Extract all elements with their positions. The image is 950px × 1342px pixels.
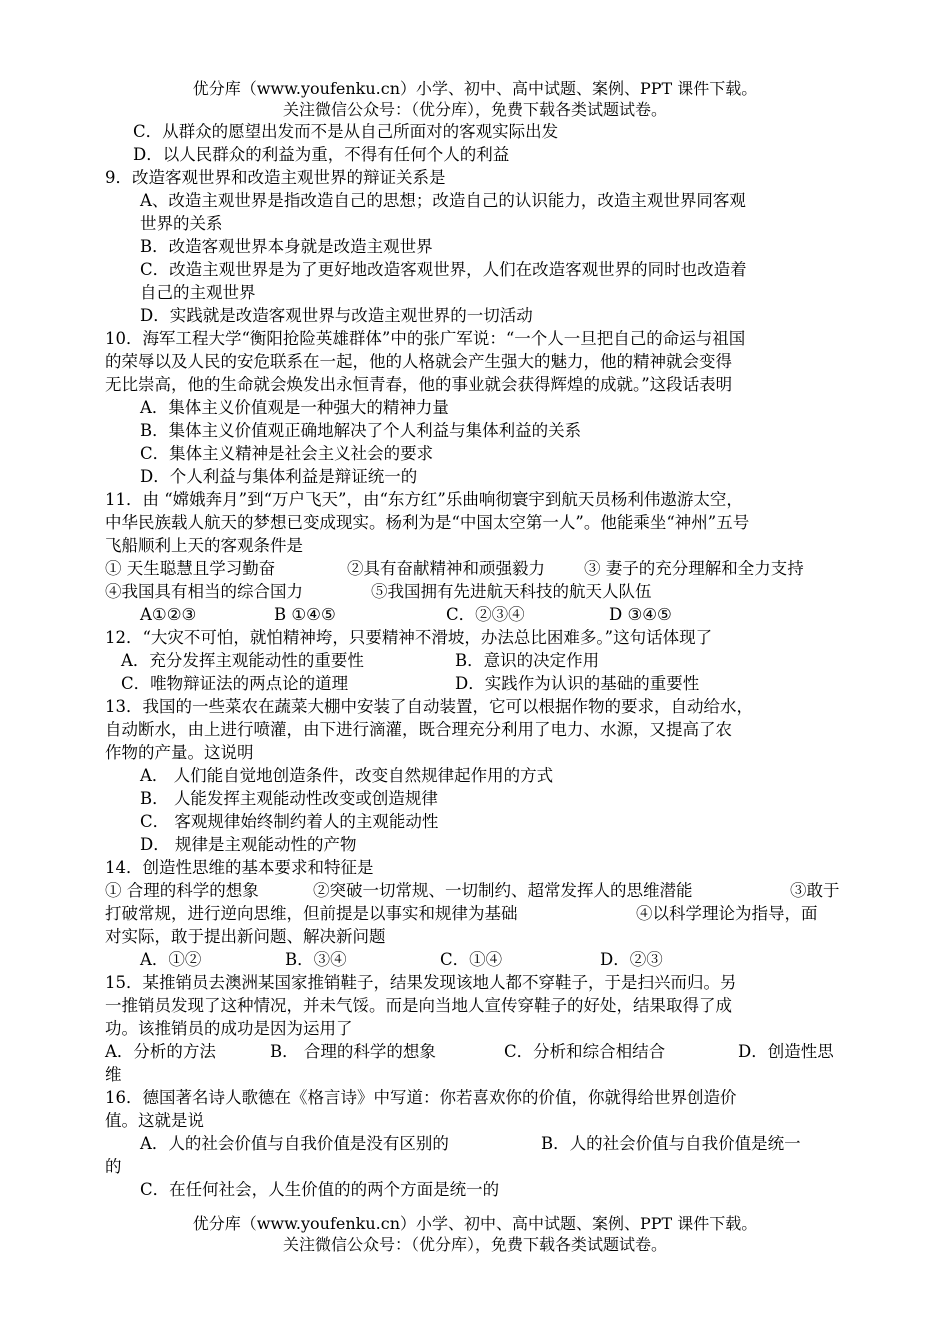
q8-option-d: D．以人民群众的利益为重，不得有任何个人的利益 [133,145,510,164]
q12-option-c: C．唯物辩证法的两点论的道理 [121,674,349,693]
q10-option-d: D．个人利益与集体利益是辩证统一的 [140,467,418,486]
q9-option-a-line2: 世界的关系 [140,214,223,233]
q11-stem-line2: 中华民族载人航天的梦想已变成现实。杨利为是“中国太空第一人”。他能乘坐“神州”五号 [105,513,750,532]
q9-option-a-line1: A、改造主观世界是指改造自己的思想；改造自己的认识能力，改造主观世界同客观 [140,191,746,210]
q15-option-a: A．分析的方法 [105,1042,216,1061]
q9-option-b: B．改造客观世界本身就是改造主观世界 [140,237,433,256]
q10-option-c: C．集体主义精神是社会主义社会的要求 [140,444,434,463]
footer-line-2: 关注微信公众号：（优分库），免费下载各类试题试卷。 [282,1235,667,1254]
q11-option-a: A①②③ [140,605,197,624]
q15-stem-line1: 15．某推销员去澳洲某国家推销鞋子，结果发现该地人都不穿鞋子，于是扫兴而归。另 [105,973,737,992]
q12-stem: 12．“大灾不可怕，就怕精神垮，只要精神不滑坡，办法总比困难多。”这句话体现了 [105,628,713,647]
q10-stem-line3: 无比崇高，他的生命就会焕发出永恒青春，他的事业就会获得辉煌的成就。”这段话表明 [105,375,733,394]
q16-option-b: B．人的社会价值与自我价值是统一 [541,1134,801,1153]
q16-option-b-cont: 的 [105,1157,122,1176]
q14-option-b: B．③④ [285,950,347,969]
q15-option-d: D．创造性思 [738,1042,834,1061]
q12-option-d: D．实践作为认识的基础的重要性 [455,674,700,693]
q11-stem-line3: 飞船顺利上天的客观条件是 [105,536,303,555]
header-line-1: 优分库（www.youfenku.cn）小学、初中、高中试题、案例、PPT 课件下载。 [192,79,758,98]
q10-stem-line2: 的荣辱以及人民的安危联系在一起，他的人格就会产生强大的魅力，他的精神就会变得 [105,352,732,371]
header-line-2: 关注微信公众号：（优分库），免费下载各类试题试卷。 [282,100,667,119]
q13-option-d: D． 规律是主观能动性的产物 [140,835,357,854]
q8-option-c: C．从群众的愿望出发而不是从自己所面对的客观实际出发 [133,122,559,141]
q13-stem-line1: 13．我国的一些菜农在蔬菜大棚中安装了自动装置，它可以根据作物的要求，自动给水， [105,697,753,716]
q9-option-c-line2: 自己的主观世界 [140,283,256,302]
q11-item-2: ②具有奋献精神和顽强毅力 [347,559,545,578]
q11-item-5: ⑤我国拥有先进航天科技的航天人队伍 [371,582,652,601]
q15-option-d-cont: 维 [105,1065,122,1084]
q10-option-a: A．集体主义价值观是一种强大的精神力量 [140,398,449,417]
q14-option-d: D．②③ [600,950,663,969]
q10-stem-line1: 10．海军工程大学“衡阳抢险英雄群体”中的张广军说：“一个人一旦把自己的命运与祖国 [105,329,746,348]
q16-stem-line2: 值。这就是说 [105,1111,204,1130]
q12-option-a: A．充分发挥主观能动性的重要性 [121,651,364,670]
q10-option-b: B．集体主义价值观正确地解决了个人利益与集体利益的关系 [140,421,582,440]
q14-option-c: C．①④ [440,950,503,969]
q14-option-a: A．①② [140,950,202,969]
q13-option-c: C． 客观规律始终制约着人的主观能动性 [140,812,439,831]
q13-option-a: A． 人们能自觉地创造条件，改变自然规律起作用的方式 [140,766,554,785]
q12-option-b: B．意识的决定作用 [455,651,600,670]
q15-option-c: C．分析和综合相结合 [504,1042,666,1061]
q11-item-4: ④我国具有相当的综合国力 [105,582,303,601]
footer-line-1: 优分库（www.youfenku.cn）小学、初中、高中试题、案例、PPT 课件下载。 [192,1214,758,1233]
q11-option-d: D ③④⑤ [609,605,672,624]
q11-stem-line1: 11．由 “嫦娥奔月”到“万户飞天”，由“东方红”乐曲响彻寰宇到航天员杨利伟遨游太空， [105,490,743,509]
q11-option-c: C．②③④ [446,605,525,624]
q9-option-d: D．实践就是改造客观世界与改造主观世界的一切活动 [140,306,533,325]
q16-stem-line1: 16．德国著名诗人歌德在《格言诗》中写道：你若喜欢你的价值，你就得给世界创造价 [105,1088,737,1107]
q13-stem-line2: 自动断水，由上进行喷灌，由下进行滴灌，既合理充分利用了电力、水源，又提高了农 [105,720,732,739]
q14-item-3-cont: 打破常规，进行逆向思维，但前提是以事实和规律为基础 [105,904,518,923]
q14-item-4-start: ④以科学理论为指导，面 [636,904,818,923]
q9-option-c-line1: C．改造主观世界是为了更好地改造客观世界，人们在改造客观世界的同时也改造着 [140,260,747,279]
q11-item-3: ③ 妻子的充分理解和全力支持 [584,559,804,578]
q11-option-b: B ①④⑤ [274,605,336,624]
q14-item-1: ① 合理的科学的想象 [105,881,259,900]
q16-option-c: C．在任何社会，人生价值的的两个方面是统一的 [140,1180,500,1199]
q15-stem-line3: 功。该推销员的成功是因为运用了 [105,1019,353,1038]
q13-stem-line3: 作物的产量。这说明 [105,743,254,762]
q14-item-4-cont: 对实际，敢于提出新问题、解决新问题 [105,927,386,946]
q14-stem: 14．创造性思维的基本要求和特征是 [105,858,374,877]
q15-stem-line2: 一推销员发现了这种情况，并未气馁。而是向当地人宣传穿鞋子的好处，结果取得了成 [105,996,732,1015]
q15-option-b: B． 合理的科学的想象 [270,1042,436,1061]
q14-item-2: ②突破一切常规、一切制约、超常发挥人的思维潜能 [313,881,693,900]
q13-option-b: B． 人能发挥主观能动性改变或创造规律 [140,789,438,808]
q14-item-3-start: ③敢于 [790,881,840,900]
q16-option-a: A．人的社会价值与自我价值是没有区别的 [140,1134,449,1153]
q11-item-1: ① 天生聪慧且学习勤奋 [105,559,276,578]
q9-stem: 9．改造客观世界和改造主观世界的辩证关系是 [105,168,446,187]
